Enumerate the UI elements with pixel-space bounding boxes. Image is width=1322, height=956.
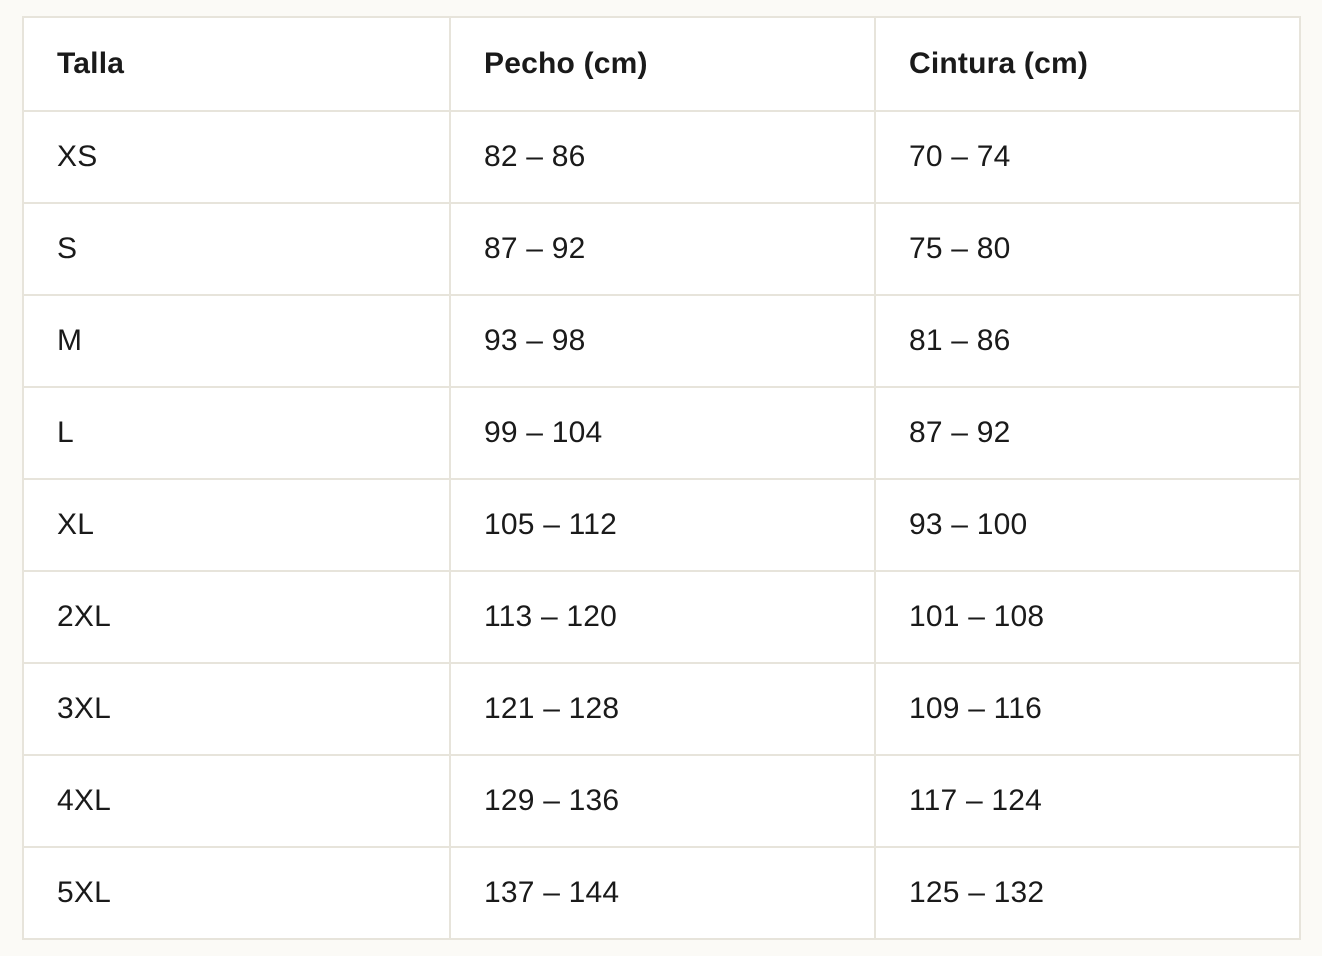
waist-cell: 117 – 124	[875, 755, 1300, 847]
size-cell: XL	[23, 479, 450, 571]
table-row	[23, 203, 1300, 295]
waist-cell: 87 – 92	[875, 387, 1300, 479]
table-row	[23, 663, 1300, 755]
table-row	[23, 479, 1300, 571]
chest-cell: 82 – 86	[450, 111, 875, 203]
header-pecho: Pecho (cm)	[450, 17, 875, 111]
table-row	[23, 847, 1300, 939]
table-row	[23, 755, 1300, 847]
table-row	[23, 571, 1300, 663]
chest-cell: 93 – 98	[450, 295, 875, 387]
size-cell: 2XL	[23, 571, 450, 663]
table-row	[23, 295, 1300, 387]
chest-cell: 137 – 144	[450, 847, 875, 939]
waist-cell: 101 – 108	[875, 571, 1300, 663]
waist-cell: 125 – 132	[875, 847, 1300, 939]
chest-cell: 99 – 104	[450, 387, 875, 479]
waist-cell: 109 – 116	[875, 663, 1300, 755]
header-talla: Talla	[23, 17, 450, 111]
waist-cell: 70 – 74	[875, 111, 1300, 203]
size-cell: 5XL	[23, 847, 450, 939]
size-chart-table	[22, 16, 1301, 940]
waist-cell: 93 – 100	[875, 479, 1300, 571]
header-row	[23, 17, 1300, 111]
size-chart-header	[23, 17, 1300, 111]
chest-cell: 129 – 136	[450, 755, 875, 847]
waist-cell: 81 – 86	[875, 295, 1300, 387]
size-cell: S	[23, 203, 450, 295]
size-cell: L	[23, 387, 450, 479]
table-row	[23, 387, 1300, 479]
waist-cell: 75 – 80	[875, 203, 1300, 295]
chest-cell: 87 – 92	[450, 203, 875, 295]
size-cell: XS	[23, 111, 450, 203]
size-chart-body	[23, 111, 1300, 939]
chest-cell: 113 – 120	[450, 571, 875, 663]
chest-cell: 121 – 128	[450, 663, 875, 755]
size-cell: 3XL	[23, 663, 450, 755]
size-cell: 4XL	[23, 755, 450, 847]
table-row	[23, 111, 1300, 203]
header-cintura: Cintura (cm)	[875, 17, 1300, 111]
chest-cell: 105 – 112	[450, 479, 875, 571]
size-cell: M	[23, 295, 450, 387]
